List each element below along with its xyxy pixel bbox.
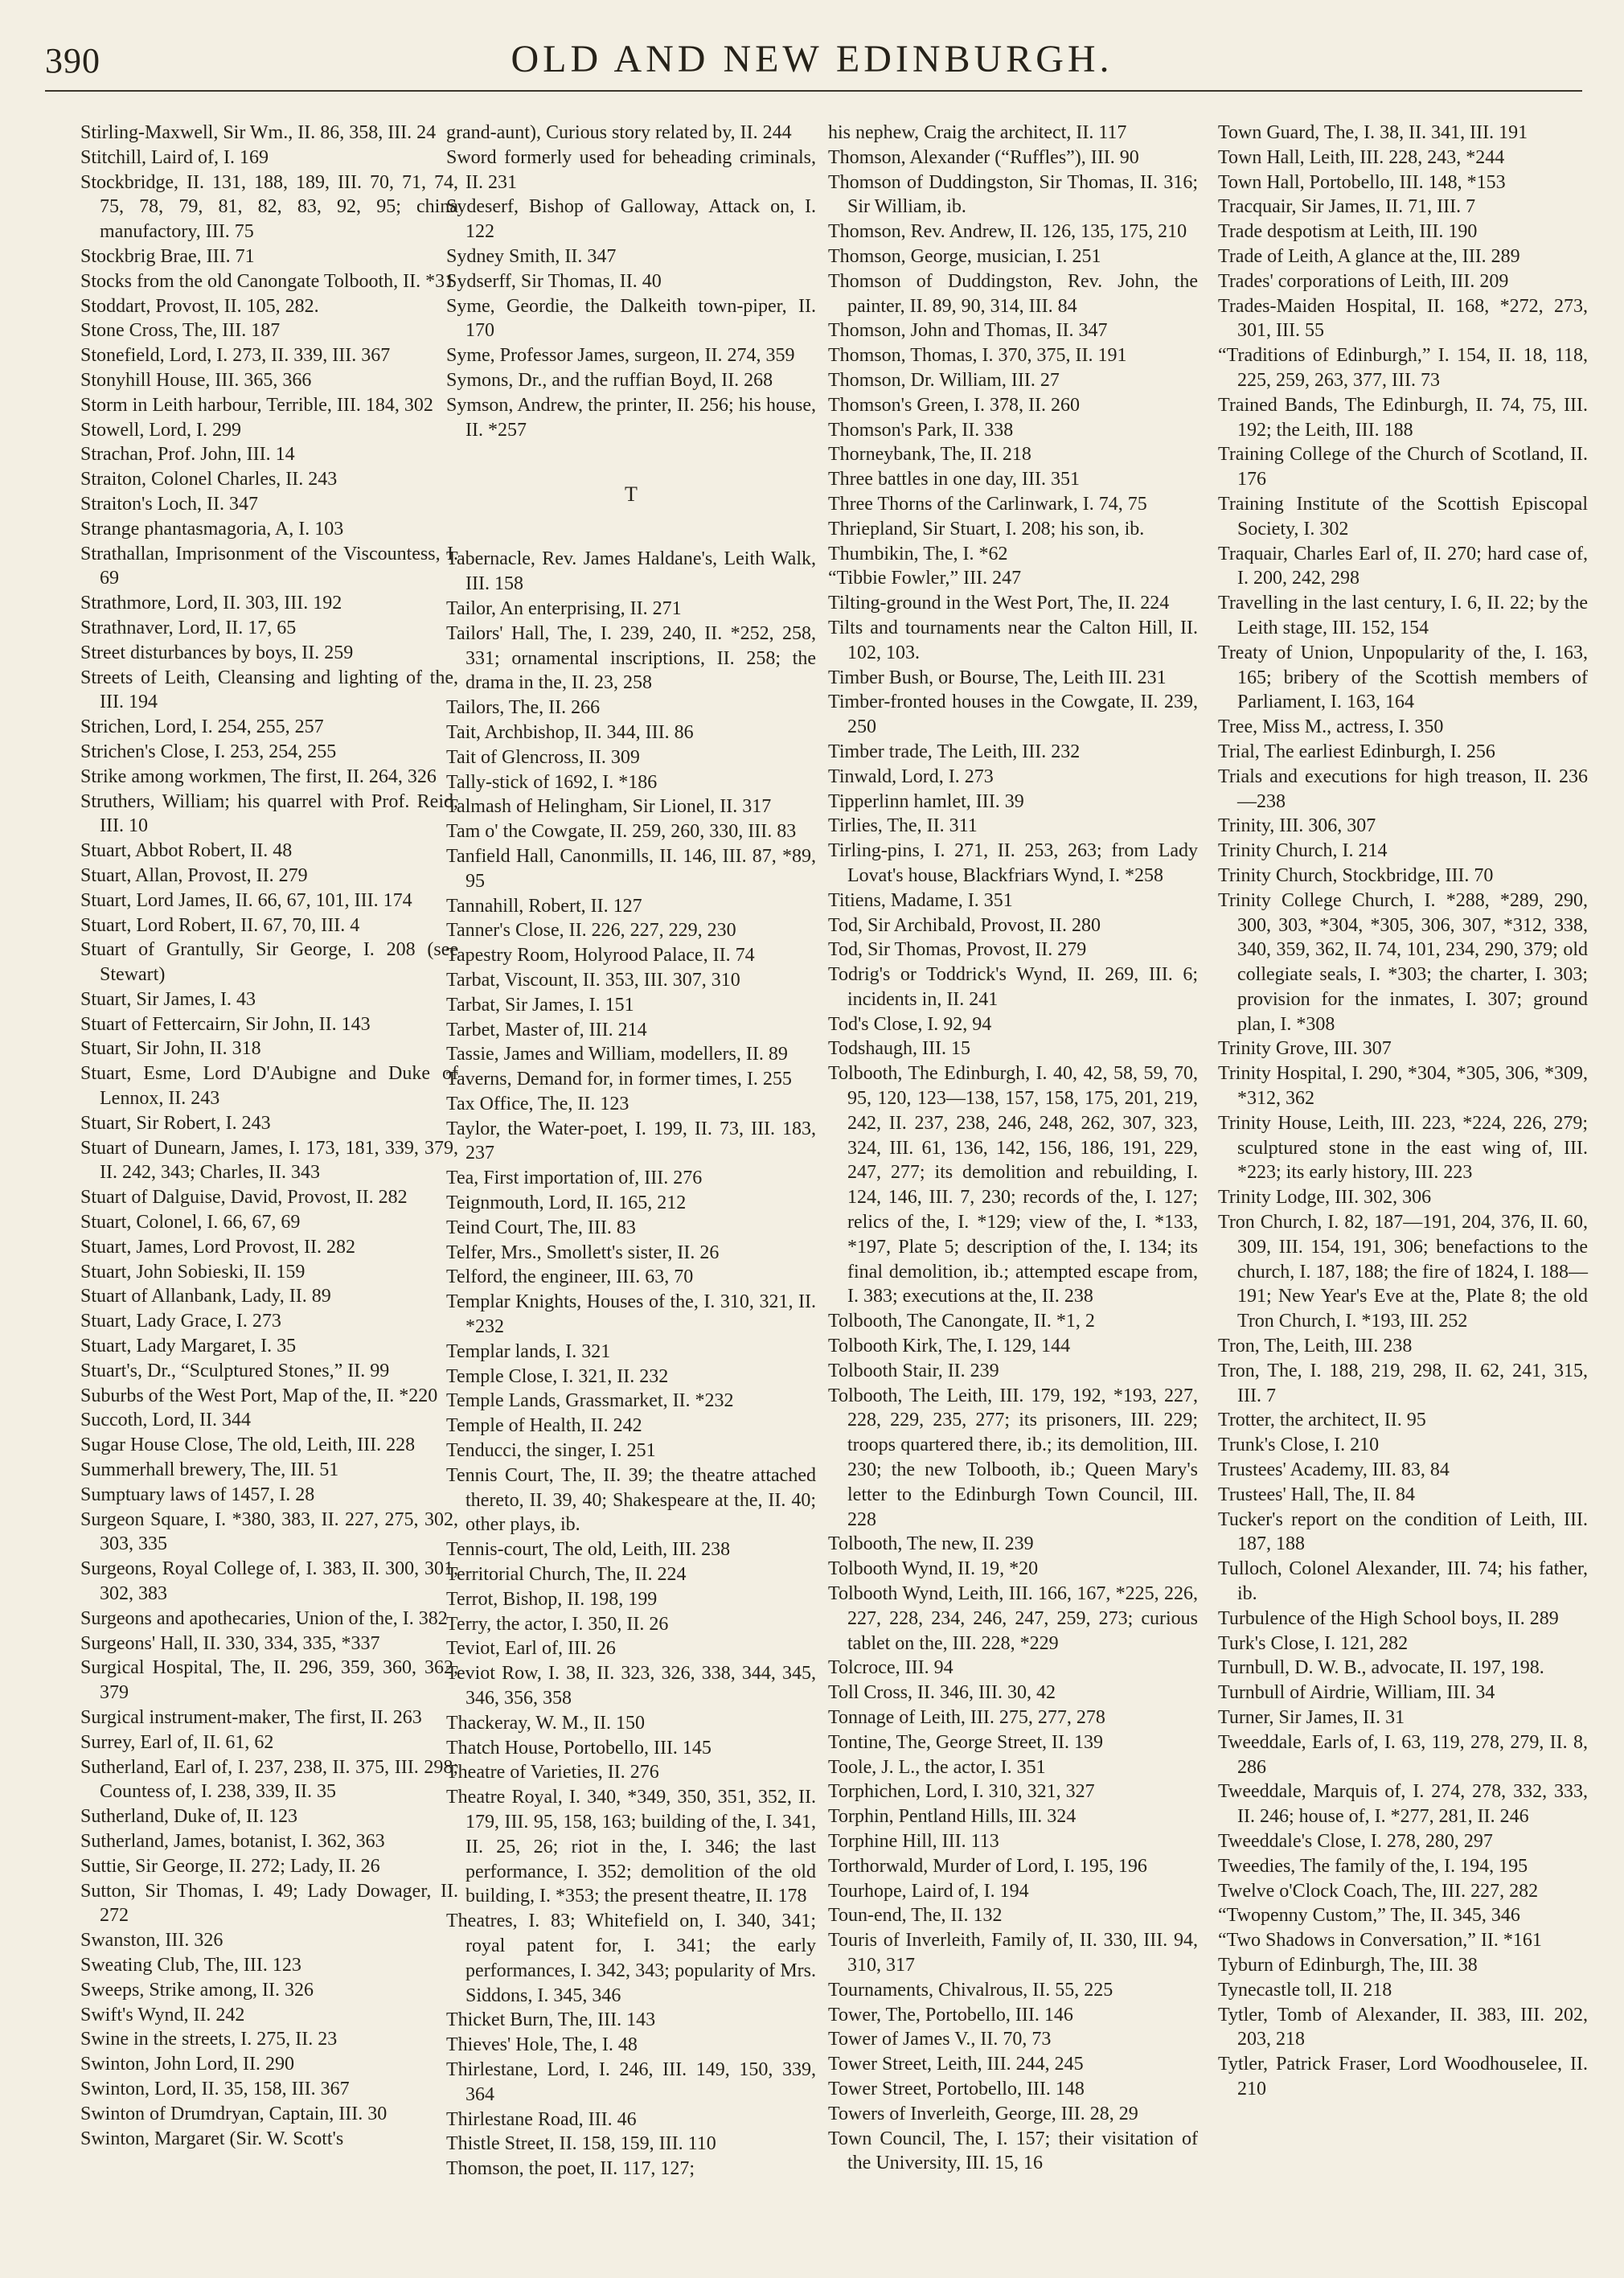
index-entry: Stuart, Sir John, II. 318 [80, 1038, 261, 1060]
index-entry: Stuart, Sir Robert, I. 243 [80, 1112, 271, 1134]
index-entry: Tirlies, The, II. 311 [828, 815, 978, 837]
index-entry: Trinity Hospital, I. 290, *304, *305, 306, *309, *312, 362 [1218, 1063, 1588, 1110]
index-entry: Turnbull of Airdrie, William, III. 34 [1218, 1682, 1495, 1704]
index-entry: Trinity College Church, I. *288, *289, 290, 300, 303, *304, *305, 306, 307, *312, 338, 340, 359, 362, II. 74, 101, 234, 290, 379; old collegiate seals, I. *303; the charter, I. 303; provision for the inmates, I. 307; ground plan, I. *308 [1218, 889, 1588, 1035]
index-entry: Tyburn of Edinburgh, The, III. 38 [1218, 1954, 1478, 1976]
index-entry: Theatre of Varieties, II. 276 [446, 1762, 659, 1783]
index-entry: Temple Lands, Grassmarket, II. *232 [446, 1390, 734, 1412]
index-entry: Surgeons' Hall, II. 330, 334, 335, *337 [80, 1632, 380, 1654]
index-entry: Torphin, Pentland Hills, III. 324 [828, 1806, 1077, 1828]
index-entry: Tournaments, Chivalrous, II. 55, 225 [828, 1979, 1113, 2001]
index-entry: Tower, The, Portobello, III. 146 [828, 2004, 1073, 2026]
index-entry: Swanston, III. 326 [80, 1930, 224, 1952]
index-entry: Three battles in one day, III. 351 [828, 469, 1080, 490]
index-entry: Stuart, Sir James, I. 43 [80, 988, 256, 1010]
index-entry: Sword formerly used for beheading criminals, II. 231 [446, 146, 816, 193]
index-entry: Telfer, Mrs., Smollett's sister, II. 26 [446, 1242, 720, 1263]
index-entry: Teviot, Earl of, III. 26 [446, 1638, 616, 1660]
index-entry: Trades' corporations of Leith, III. 209 [1218, 270, 1509, 292]
index-entry: Tilting-ground in the West Port, The, II. 224 [828, 593, 1170, 614]
index-entry: Tam o' the Cowgate, II. 259, 260, 330, III. 83 [446, 821, 797, 843]
index-entry: Tower of James V., II. 70, 73 [828, 2029, 1052, 2050]
index-entry: Tea, First importation of, III. 276 [446, 1168, 703, 1189]
index-entry: Taylor, the Water-poet, I. 199, II. 73, III. 183, 237 [446, 1118, 816, 1164]
index-entry: Thomson, Rev. Andrew, II. 126, 135, 175, 210 [828, 221, 1187, 243]
index-entry: Tassie, James and William, modellers, II. 89 [446, 1044, 788, 1065]
index-entry: Teviot Row, I. 38, II. 323, 326, 338, 344, 345, 346, 356, 358 [446, 1663, 816, 1710]
index-entry: Symons, Dr., and the ruffian Boyd, II. 268 [446, 369, 773, 391]
index-entry: Sutherland, Duke of, II. 123 [80, 1806, 297, 1828]
index-entry: Tailors' Hall, The, I. 239, 240, II. *252, 258, 331; ornamental inscriptions, II. 258; the drama in the, II. 23, 258 [446, 622, 816, 694]
index-entry: Sydeserf, Bishop of Galloway, Attack on, I. 122 [446, 196, 816, 243]
index-entry: Tolbooth, The Edinburgh, I. 40, 42, 58, 59, 70, 95, 120, 123—138, 157, 158, 175, 201, 219, 242, II. 237, 238, 246, 248, 262, 307, 323, 324, III. 61, 136, 142, 156, 186, 191, 229, 247, 277; its demolition and rebuilding, I. 124, 146, III. 7, 230; records of the, I. 127; relics of the, I. *129; view of the, I. *133, *197, Plate 5; description of the, I. 134; its final demolition, ib.; attempted escape from, I. 383; executions at the, II. 238 [828, 1063, 1198, 1307]
index-entry: Thieves' Hole, The, I. 48 [446, 2034, 638, 2056]
index-entry: Timber-fronted houses in the Cowgate, II. 239, 250 [828, 692, 1198, 738]
index-entry: Surgical Hospital, The, II. 296, 359, 360, 362, 379 [80, 1657, 458, 1704]
index-entry: Tower Street, Leith, III. 244, 245 [828, 2054, 1084, 2075]
index-entry: Templar lands, I. 321 [446, 1340, 611, 1362]
index-entry: Thirlestane Road, III. 46 [446, 2108, 637, 2130]
index-entry: Thistle Street, II. 158, 159, III. 110 [446, 2133, 716, 2155]
index-entry: Tonnage of Leith, III. 275, 277, 278 [828, 1707, 1105, 1728]
index-column-2 [446, 121, 816, 2182]
index-entry: Thumbikin, The, I. *62 [828, 543, 1008, 564]
index-entry: Trade of Leith, A glance at the, III. 289 [1218, 245, 1520, 267]
index-entry: Traquair, Charles Earl of, II. 270; hard case of, I. 200, 242, 298 [1218, 543, 1588, 589]
index-entry: Swine in the streets, I. 275, II. 23 [80, 2029, 338, 2050]
page-number: 390 [45, 41, 100, 80]
index-entry: Travelling in the last century, I. 6, II. 22; by the Leith stage, III. 152, 154 [1218, 593, 1588, 638]
index-entry: Training Institute of the Scottish Episcopal Society, I. 302 [1218, 493, 1588, 540]
index-entry: Strichen, Lord, I. 254, 255, 257 [80, 716, 324, 738]
index-entry: Trunk's Close, I. 210 [1218, 1435, 1380, 1456]
index-entry: Tron Church, I. 82, 187—191, 204, 376, II. 60, 309, III. 154, 191, 306; benefactions to the church, I. 187, 188; the fire of 1824, I. 188—191; New Year's Eve at the, Plate 8; the old Tron Church, I. *193, III. 252 [1218, 1212, 1588, 1332]
index-entry: Tweedies, The family of the, I. 194, 195 [1218, 1855, 1528, 1877]
index-entry: Timber Bush, or Bourse, The, Leith III. 231 [828, 667, 1167, 688]
index-entry: Surgical instrument-maker, The first, II. 263 [80, 1707, 422, 1728]
index-entry: Struthers, William; his quarrel with Prof. Reid, III. 10 [80, 790, 458, 837]
index-entry: Suburbs of the West Port, Map of the, II. *220 [80, 1385, 438, 1406]
index-entry: Torphine Hill, III. 113 [828, 1830, 999, 1852]
index-entry: Tron, The, I. 188, 219, 298, II. 62, 241, 315, III. 7 [1218, 1360, 1588, 1406]
index-entry: Trinity Grove, III. 307 [1218, 1038, 1392, 1060]
index-entry: Trotter, the architect, II. 95 [1218, 1410, 1426, 1431]
index-entry: Tait, Archbishop, II. 344, III. 86 [446, 721, 694, 743]
index-entry: Thomson of Duddingston, Rev. John, the painter, II. 89, 90, 314, III. 84 [828, 270, 1198, 317]
section-letter: T [625, 482, 638, 507]
index-entry: Territorial Church, The, II. 224 [446, 1564, 687, 1586]
index-entry: Surgeons and apothecaries, Union of the, I. 382 [80, 1607, 448, 1629]
index-entry: Surrey, Earl of, II. 61, 62 [80, 1731, 274, 1753]
index-entry: Tron, The, Leith, III. 238 [1218, 1336, 1413, 1357]
index-entry: Tod, Sir Thomas, Provost, II. 279 [828, 939, 1087, 961]
index-entry: Thomson's Green, I. 378, II. 260 [828, 394, 1080, 416]
index-entry: Toun-end, The, II. 132 [828, 1905, 1003, 1927]
index-entry: Treaty of Union, Unpopularity of the, I. 163, 165; bribery of the Scottish members of Parliament, I. 163, 164 [1218, 642, 1588, 713]
index-entry: Sweeps, Strike among, II. 326 [80, 1979, 314, 2001]
index-entry: Stockbrig Brae, III. 71 [80, 245, 255, 267]
index-entry: Tax Office, The, II. 123 [446, 1093, 630, 1114]
index-entry: Todrig's or Toddrick's Wynd, II. 269, III. 6; incidents in, II. 241 [828, 964, 1198, 1010]
index-entry: Town Guard, The, I. 38, II. 341, III. 191 [1218, 122, 1528, 143]
index-entry: Trustees' Academy, III. 83, 84 [1218, 1459, 1450, 1481]
index-entry: Thackeray, W. M., II. 150 [446, 1712, 646, 1734]
index-entry: Stuart, Esme, Lord D'Aubigne and Duke of Lennox, II. 243 [80, 1063, 458, 1110]
index-entry: Sydserff, Sir Thomas, II. 40 [446, 270, 662, 292]
index-entry: Three Thorns of the Carlinwark, I. 74, 75 [828, 493, 1147, 515]
index-entry: Strathmore, Lord, II. 303, III. 192 [80, 593, 342, 614]
index-entry: Trade despotism at Leith, III. 190 [1218, 221, 1478, 243]
index-entry: Strathnaver, Lord, II. 17, 65 [80, 617, 297, 638]
index-entry: Trinity, III. 306, 307 [1218, 815, 1376, 837]
index-entry: Swinton, Margaret (Sir. W. Scott's [80, 2128, 344, 2149]
index-entry: Tailors, The, II. 266 [446, 697, 601, 719]
index-entry: Tytler, Tomb of Alexander, II. 383, III. 202, 203, 218 [1218, 2004, 1588, 2050]
index-entry: Tracquair, Sir James, II. 71, III. 7 [1218, 196, 1476, 218]
index-entry: Trial, The earliest Edinburgh, I. 256 [1218, 741, 1495, 762]
section-gap [446, 515, 816, 547]
index-entry: Thomson, George, musician, I. 251 [828, 245, 1101, 267]
index-entry: Thomson's Park, II. 338 [828, 419, 1014, 441]
index-entry: Stocks from the old Canongate Tolbooth, II. *31 [80, 270, 455, 292]
index-entry: Stockbridge, II. 131, 188, 189, III. 70, 71, 74, 75, 78, 79, 81, 82, 83, 92, 95; china manufactory, III. 75 [80, 171, 458, 243]
index-entry: Templar Knights, Houses of the, I. 310, 321, II. *232 [446, 1291, 816, 1338]
index-entry: Tipperlinn hamlet, III. 39 [828, 790, 1024, 812]
index-entry: Thomson, the poet, II. 117, 127; [446, 2158, 695, 2180]
index-entry: Turnbull, D. W. B., advocate, II. 197, 198. [1218, 1657, 1544, 1679]
index-entry: Succoth, Lord, II. 344 [80, 1410, 251, 1431]
index-entry: Tolbooth Kirk, The, I. 129, 144 [828, 1336, 1071, 1357]
index-entry: Stuart of Allanbank, Lady, II. 89 [80, 1286, 331, 1307]
index-entry: Stuart, Lady Margaret, I. 35 [80, 1336, 297, 1357]
index-entry: Sutherland, James, botanist, I. 362, 363 [80, 1830, 385, 1852]
index-entry: Thirlestane, Lord, I. 246, III. 149, 150, 339, 364 [446, 2058, 816, 2105]
index-entry: Straiton, Colonel Charles, II. 243 [80, 469, 338, 490]
index-entry: Turk's Close, I. 121, 282 [1218, 1632, 1409, 1654]
index-entry: Tabernacle, Rev. James Haldane's, Leith Walk, III. 158 [446, 548, 816, 595]
index-entry: Stuart, Allan, Provost, II. 279 [80, 864, 308, 886]
index-entry: Strachan, Prof. John, III. 14 [80, 444, 295, 466]
index-entry: Sutton, Sir Thomas, I. 49; Lady Dowager, II. 272 [80, 1880, 458, 1927]
index-entry: his nephew, Craig the architect, II. 117 [828, 122, 1127, 143]
index-entry: Strike among workmen, The first, II. 264, 326 [80, 765, 437, 787]
index-entry: Tolbooth Wynd, Leith, III. 166, 167, *225, 226, 227, 228, 234, 246, 247, 259, 273; curious tablet on the, III. 228, *229 [828, 1583, 1198, 1654]
index-entry: Todshaugh, III. 15 [828, 1038, 970, 1060]
index-column-4 [1218, 121, 1588, 2102]
index-entry: Trials and executions for high treason, II. 236—238 [1218, 765, 1588, 812]
index-entry: Swinton, Lord, II. 35, 158, III. 367 [80, 2078, 350, 2099]
index-entry: Tinwald, Lord, I. 273 [828, 765, 994, 787]
index-entry: Training College of the Church of Scotland, II. 176 [1218, 444, 1588, 490]
index-entry: Trustees' Hall, The, II. 84 [1218, 1484, 1415, 1505]
index-entry: Tolbooth, The Canongate, II. *1, 2 [828, 1311, 1095, 1332]
index-entry: Sutherland, Earl of, I. 237, 238, II. 375, III. 298; Countess of, I. 238, 339, II. 35 [80, 1756, 458, 1803]
index-entry: Swift's Wynd, II. 242 [80, 2004, 245, 2026]
index-entry: Theatre Royal, I. 340, *349, 350, 351, 352, II. 179, III. 95, 158, 163; building of the, I. 341, II. 25, 26; riot in the, I. 346; the last performance, I. 352; demolition of the old building, I. *353; the present theatre, II. 178 [446, 1787, 816, 1907]
index-entry: Swinton, John Lord, II. 290 [80, 2054, 294, 2075]
index-entry: Stonyhill House, III. 365, 366 [80, 369, 312, 391]
index-entry: Tarbat, Sir James, I. 151 [446, 994, 634, 1016]
index-entry: Stuart, Lord Robert, II. 67, 70, III. 4 [80, 914, 360, 936]
index-entry: Twelve o'Clock Coach, The, III. 227, 282 [1218, 1880, 1539, 1902]
index-entry: Tynecastle toll, II. 218 [1218, 1979, 1392, 2001]
index-column-3 [828, 121, 1198, 2176]
index-entry: Stitchill, Laird of, I. 169 [80, 146, 269, 168]
index-entry: Sugar House Close, The old, Leith, III. 228 [80, 1435, 416, 1456]
index-entry: Street disturbances by boys, II. 259 [80, 642, 354, 663]
index-entry: Sydney Smith, II. 347 [446, 245, 617, 267]
index-entry: Summerhall brewery, The, III. 51 [80, 1459, 339, 1481]
index-entry: Thorneybank, The, II. 218 [828, 444, 1031, 466]
index-entry: Turner, Sir James, II. 31 [1218, 1707, 1405, 1728]
index-entry: Tolbooth, The new, II. 239 [828, 1533, 1034, 1555]
index-entry: Tod, Sir Archibald, Provost, II. 280 [828, 914, 1101, 936]
index-entry: Stone Cross, The, III. 187 [80, 320, 281, 342]
index-entry: Tolbooth Wynd, II. 19, *20 [828, 1558, 1039, 1580]
index-entry: Tontine, The, George Street, II. 139 [828, 1731, 1104, 1753]
index-entry: Trinity Lodge, III. 302, 306 [1218, 1187, 1432, 1209]
index-entry: Symson, Andrew, the printer, II. 256; his house, II. *257 [446, 394, 816, 441]
index-entry: Syme, Geordie, the Dalkeith town-piper, II. 170 [446, 295, 816, 342]
index-entry: Tapestry Room, Holyrood Palace, II. 74 [446, 945, 755, 967]
index-entry: Sumptuary laws of 1457, I. 28 [80, 1484, 315, 1505]
index-entry: Tilts and tournaments near the Calton Hill, II. 102, 103. [828, 617, 1198, 663]
index-entry: Theatres, I. 83; Whitefield on, I. 340, 341; royal patent for, I. 341; the early performances, I. 342, 343; popularity of Mrs. Siddons, I. 345, 346 [446, 1911, 816, 2006]
index-entry: Temple Close, I. 321, II. 232 [446, 1365, 669, 1387]
index-entry: Tower Street, Portobello, III. 148 [828, 2078, 1085, 2099]
index-entry: Trinity Church, I. 214 [1218, 840, 1388, 862]
running-title: OLD AND NEW EDINBURGH. [511, 38, 1113, 80]
index-entry: Teind Court, The, III. 83 [446, 1217, 636, 1238]
index-entry: Stuart, Lord James, II. 66, 67, 101, III. 174 [80, 889, 412, 911]
index-entry: Tweeddale, Earls of, I. 63, 119, 278, 279, II. 8, 286 [1218, 1731, 1588, 1778]
index-entry: Terry, the actor, I. 350, II. 26 [446, 1613, 669, 1635]
index-entry: Stuart, James, Lord Provost, II. 282 [80, 1236, 355, 1258]
index-entry: Turbulence of the High School boys, II. 289 [1218, 1607, 1559, 1629]
index-entry: Trinity Church, Stockbridge, III. 70 [1218, 864, 1494, 886]
index-entry: Thriepland, Sir Stuart, I. 208; his son, ib. [828, 518, 1145, 540]
index-entry: Tucker's report on the condition of Leith, III. 187, 188 [1218, 1508, 1588, 1555]
index-entry: Torthorwald, Murder of Lord, I. 195, 196 [828, 1855, 1147, 1877]
index-entry: Toole, J. L., the actor, I. 351 [828, 1756, 1046, 1778]
index-entry: Tweeddale, Marquis of, I. 274, 278, 332, 333, II. 246; house of, I. *277, 281, II. 246 [1218, 1781, 1588, 1828]
index-column-2-top [446, 121, 816, 442]
index-entry: Tait of Glencross, II. 309 [446, 746, 640, 768]
index-entry: grand-aunt), Curious story related by, II. 244 [446, 122, 792, 143]
index-entry: Thomson, Alexander (“Ruffles”), III. 90 [828, 146, 1139, 168]
index-entry: Stuart's, Dr., “Sculptured Stones,” II. 99 [80, 1360, 390, 1381]
index-entry: Town Hall, Portobello, III. 148, *153 [1218, 171, 1506, 193]
index-entry: Sweating Club, The, III. 123 [80, 1954, 301, 1976]
index-entry: Trades-Maiden Hospital, II. 168, *272, 273, 301, III. 55 [1218, 295, 1588, 342]
index-entry: Thomson, Thomas, I. 370, 375, II. 191 [828, 345, 1127, 367]
index-entry: Stowell, Lord, I. 299 [80, 419, 241, 441]
index-entry: “Traditions of Edinburgh,” I. 154, II. 18, 118, 225, 259, 263, 377, III. 73 [1218, 345, 1588, 391]
index-entry: Tolbooth, The Leith, III. 179, 192, *193, 227, 228, 229, 235, 277; its prisoners, III. 229; troops quartered there, ib.; its demolition, III. 230; the new Tolbooth, ib.; Queen Mary's letter to the Edinburgh Town Council, III. 228 [828, 1385, 1198, 1530]
index-entry: Stuart of Fettercairn, Sir John, II. 143 [80, 1013, 371, 1035]
index-entry: “Tibbie Fowler,” III. 247 [828, 568, 1022, 589]
index-entry: Tolbooth Stair, II. 239 [828, 1360, 999, 1381]
index-entry: Thomson, Dr. William, III. 27 [828, 369, 1060, 391]
index-entry: Titiens, Madame, I. 351 [828, 889, 1013, 911]
index-entry: Torphichen, Lord, I. 310, 321, 327 [828, 1781, 1095, 1803]
index-entry: Surgeon Square, I. *380, 383, II. 227, 275, 302, 303, 335 [80, 1508, 458, 1555]
index-entry: Strichen's Close, I. 253, 254, 255 [80, 741, 337, 762]
index-entry: Tailor, An enterprising, II. 271 [446, 597, 682, 619]
index-entry: Thomson of Duddingston, Sir Thomas, II. 316; Sir William, ib. [828, 171, 1198, 218]
index-entry: Tennis Court, The, II. 39; the theatre attached thereto, II. 39, 40; Shakespeare at the, II. 40; other plays, ib. [446, 1464, 816, 1536]
index-entry: Strathallan, Imprisonment of the Viscountess, I. 69 [80, 543, 458, 589]
index-entry: Tree, Miss M., actress, I. 350 [1218, 716, 1444, 738]
index-entry: Swinton of Drumdryan, Captain, III. 30 [80, 2103, 388, 2124]
index-column-1 [80, 121, 458, 2151]
index-entry: Stirling-Maxwell, Sir Wm., II. 86, 358, III. 24 [80, 122, 437, 143]
index-entry: Town Council, The, I. 157; their visitation of the University, III. 15, 16 [828, 2128, 1198, 2174]
index-entry: Tod's Close, I. 92, 94 [828, 1013, 992, 1035]
index-entry: Tanfield Hall, Canonmills, II. 146, III. 87, *89, 95 [446, 845, 816, 892]
index-entry: Town Hall, Leith, III. 228, 243, *244 [1218, 146, 1505, 168]
index-entry: Tarbet, Master of, III. 214 [446, 1019, 647, 1040]
index-entry: Tennis-court, The old, Leith, III. 238 [446, 1539, 731, 1561]
index-entry: Terrot, Bishop, II. 198, 199 [446, 1588, 658, 1610]
index-entry: Tannahill, Robert, II. 127 [446, 895, 642, 917]
index-entry: Strange phantasmagoria, A, I. 103 [80, 518, 344, 540]
index-entry: Toll Cross, II. 346, III. 30, 42 [828, 1682, 1056, 1704]
index-entry: Stonefield, Lord, I. 273, II. 339, III. 367 [80, 345, 391, 367]
index-entry: Teignmouth, Lord, II. 165, 212 [446, 1192, 687, 1214]
index-entry: Touris of Inverleith, Family of, II. 330, III. 94, 310, 317 [828, 1930, 1198, 1976]
index-entry: Stuart, John Sobieski, II. 159 [80, 1261, 306, 1283]
index-column-2-bottom [446, 547, 816, 2182]
index-entry: “Twopenny Custom,” The, II. 345, 346 [1218, 1905, 1520, 1927]
index-entry: Stuart of Dunearn, James, I. 173, 181, 339, 379, II. 242, 343; Charles, II. 343 [80, 1137, 458, 1184]
index-entry: Surgeons, Royal College of, I. 383, II. 300, 301, 302, 383 [80, 1558, 458, 1605]
index-entry: Stuart, Colonel, I. 66, 67, 69 [80, 1212, 301, 1233]
section-gap [446, 442, 816, 474]
index-entry: Thomson, John and Thomas, II. 347 [828, 320, 1108, 342]
index-entry: Stuart of Dalguise, David, Provost, II. 282 [80, 1187, 408, 1209]
index-entry: Stoddart, Provost, II. 105, 282. [80, 295, 319, 317]
index-entry: Telford, the engineer, III. 63, 70 [446, 1266, 694, 1288]
index-entry: Tweeddale's Close, I. 278, 280, 297 [1218, 1830, 1493, 1852]
index-entry: Tarbat, Viscount, II. 353, III. 307, 310 [446, 969, 740, 991]
index-entry: Straiton's Loch, II. 347 [80, 493, 258, 515]
index-entry: Talmash of Helingham, Sir Lionel, II. 317 [446, 796, 772, 818]
index-entry: Tanner's Close, II. 226, 227, 229, 230 [446, 920, 736, 942]
index-entry: Tourhope, Laird of, I. 194 [828, 1880, 1029, 1902]
index-entry: Temple of Health, II. 242 [446, 1415, 642, 1437]
index-entry: Taverns, Demand for, in former times, I. 255 [446, 1069, 792, 1090]
index-entry: Thatch House, Portobello, III. 145 [446, 1737, 712, 1759]
index-entry: Stuart, Lady Grace, I. 273 [80, 1311, 281, 1332]
index-entry: Tulloch, Colonel Alexander, III. 74; his father, ib. [1218, 1558, 1588, 1605]
index-entry: Trained Bands, The Edinburgh, II. 74, 75, III. 192; the Leith, III. 188 [1218, 394, 1588, 441]
index-entry: Streets of Leith, Cleansing and lighting of the, III. 194 [80, 667, 458, 713]
index-entry: “Two Shadows in Conversation,” II. *161 [1218, 1930, 1542, 1952]
index-entry: Stuart, Abbot Robert, II. 48 [80, 840, 293, 862]
index-entry: Suttie, Sir George, II. 272; Lady, II. 26 [80, 1855, 380, 1877]
index-entry: Trinity House, Leith, III. 223, *224, 226, 279; sculptured stone in the east wing of, III. *223; its early history, III. 223 [1218, 1112, 1588, 1184]
index-entry: Tenducci, the singer, I. 251 [446, 1440, 656, 1462]
index-entry: Thicket Burn, The, III. 143 [446, 2009, 656, 2031]
index-entry: Tytler, Patrick Fraser, Lord Woodhouselee, II. 210 [1218, 2054, 1588, 2099]
index-entry: Timber trade, The Leith, III. 232 [828, 741, 1081, 762]
header-rule [45, 90, 1582, 92]
index-entry: Syme, Professor James, surgeon, II. 274, 359 [446, 345, 795, 367]
index-entry: Tally-stick of 1692, I. *186 [446, 771, 658, 793]
index-entry: Stuart of Grantully, Sir George, I. 208 (see Stewart) [80, 939, 458, 986]
index-entry: Tolcroce, III. 94 [828, 1657, 953, 1679]
index-entry: Tirling-pins, I. 271, II. 253, 263; from Lady Lovat's house, Blackfriars Wynd, I. *258 [828, 840, 1198, 886]
index-entry: Towers of Inverleith, George, III. 28, 29 [828, 2103, 1138, 2124]
index-entry: Storm in Leith harbour, Terrible, III. 184, 302 [80, 394, 433, 416]
